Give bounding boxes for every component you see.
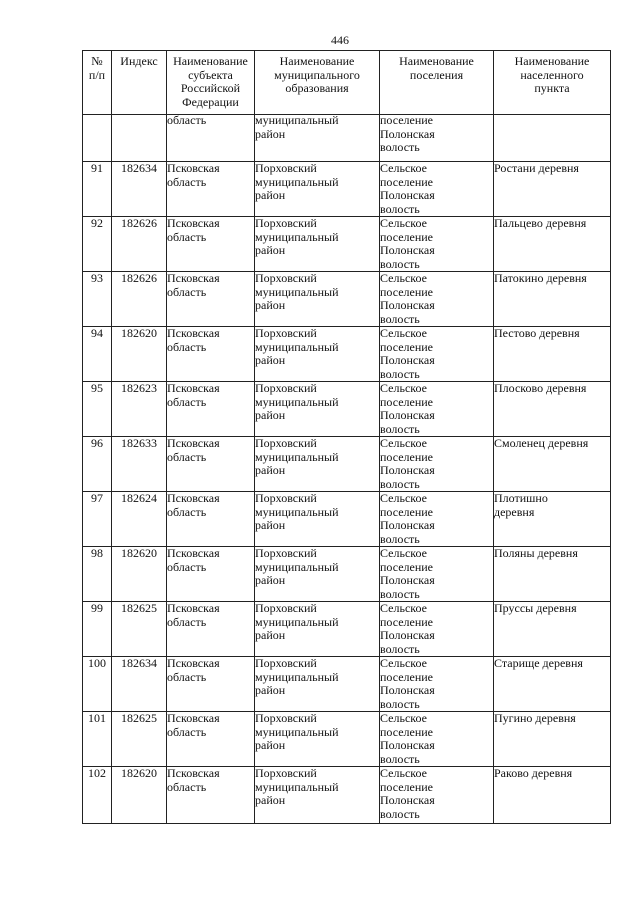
cell-settlement: поселение Полонская волость: [380, 115, 494, 162]
header-locality: Наименование населенного пункта: [494, 51, 611, 115]
cell-number: 94: [83, 327, 112, 382]
cell-index: 182620: [112, 767, 167, 824]
cell-number: 97: [83, 492, 112, 547]
cell-subject: Псковская область: [167, 272, 255, 327]
cell-index: 182620: [112, 547, 167, 602]
cell-index: 182625: [112, 602, 167, 657]
cell-subject: Псковская область: [167, 382, 255, 437]
cell-municipality: муниципальный район: [255, 115, 380, 162]
cell-subject: Псковская область: [167, 767, 255, 824]
page-number: 446: [331, 33, 349, 47]
cell-subject: Псковская область: [167, 712, 255, 767]
cell-settlement: Сельское поселение Полонская волость: [380, 217, 494, 272]
cell-number: 95: [83, 382, 112, 437]
cell-municipality: Порховский муниципальный район: [255, 217, 380, 272]
table-header: [83, 51, 611, 115]
table-row: [83, 712, 611, 767]
settlements-table: [82, 50, 611, 824]
cell-index: 182620: [112, 327, 167, 382]
cell-number: 101: [83, 712, 112, 767]
cell-subject: Псковская область: [167, 217, 255, 272]
continuation-row: [83, 115, 611, 162]
cell-locality: Пестово деревня: [494, 327, 611, 382]
cell-number: 100: [83, 657, 112, 712]
cell-settlement: Сельское поселение Полонская волость: [380, 162, 494, 217]
header-number: № п/п: [83, 51, 112, 115]
cell-municipality: Порховский муниципальный район: [255, 547, 380, 602]
cell-locality: Раково деревня: [494, 767, 611, 824]
cell-locality: Поляны деревня: [494, 547, 611, 602]
cell-index: 182634: [112, 657, 167, 712]
cell-municipality: Порховский муниципальный район: [255, 657, 380, 712]
cell-index: 182626: [112, 272, 167, 327]
cell-settlement: Сельское поселение Полонская волость: [380, 272, 494, 327]
cell-settlement: Сельское поселение Полонская волость: [380, 602, 494, 657]
table-row: [83, 767, 611, 824]
cell-settlement: Сельское поселение Полонская волость: [380, 712, 494, 767]
cell-number: 96: [83, 437, 112, 492]
cell-municipality: Порховский муниципальный район: [255, 382, 380, 437]
cell-settlement: Сельское поселение Полонская волость: [380, 767, 494, 824]
cell-number: 93: [83, 272, 112, 327]
cell-number: [83, 115, 112, 162]
cell-number: 102: [83, 767, 112, 824]
header-municipality: Наименование муниципального образования: [255, 51, 380, 115]
table-row: [83, 272, 611, 327]
cell-subject: Псковская область: [167, 162, 255, 217]
cell-municipality: Порховский муниципальный район: [255, 327, 380, 382]
cell-number: 99: [83, 602, 112, 657]
cell-locality: Ростани деревня: [494, 162, 611, 217]
cell-settlement: Сельское поселение Полонская волость: [380, 492, 494, 547]
table-row: [83, 217, 611, 272]
cell-locality: Пальцево деревня: [494, 217, 611, 272]
header-index: Индекс: [112, 51, 167, 115]
cell-locality: Плотишно деревня: [494, 492, 611, 547]
table-row: [83, 547, 611, 602]
table-row: [83, 602, 611, 657]
cell-subject: Псковская область: [167, 327, 255, 382]
cell-settlement: Сельское поселение Полонская волость: [380, 547, 494, 602]
header-settlement: Наименование поселения: [380, 51, 494, 115]
cell-subject: область: [167, 115, 255, 162]
cell-index: 182634: [112, 162, 167, 217]
header-subject: Наименование субъекта Российской Федерации: [167, 51, 255, 115]
cell-locality: Пруссы деревня: [494, 602, 611, 657]
cell-index: 182625: [112, 712, 167, 767]
cell-municipality: Порховский муниципальный район: [255, 272, 380, 327]
cell-settlement: Сельское поселение Полонская волость: [380, 657, 494, 712]
cell-subject: Псковская область: [167, 602, 255, 657]
cell-number: 98: [83, 547, 112, 602]
cell-settlement: Сельское поселение Полонская волость: [380, 327, 494, 382]
cell-index: 182624: [112, 492, 167, 547]
cell-locality: Смоленец деревня: [494, 437, 611, 492]
cell-locality: Плосково деревня: [494, 382, 611, 437]
cell-locality: Патокино деревня: [494, 272, 611, 327]
cell-subject: Псковская область: [167, 657, 255, 712]
table-row: [83, 437, 611, 492]
cell-locality: Пугино деревня: [494, 712, 611, 767]
cell-number: 91: [83, 162, 112, 217]
header-row: [83, 51, 611, 115]
cell-settlement: Сельское поселение Полонская волость: [380, 437, 494, 492]
cell-subject: Псковская область: [167, 492, 255, 547]
table-row: [83, 382, 611, 437]
cell-index: 182633: [112, 437, 167, 492]
table-row: [83, 162, 611, 217]
cell-municipality: Порховский муниципальный район: [255, 767, 380, 824]
cell-index: 182623: [112, 382, 167, 437]
cell-subject: Псковская область: [167, 547, 255, 602]
table-body: [83, 115, 611, 824]
cell-municipality: Порховский муниципальный район: [255, 437, 380, 492]
cell-locality: [494, 115, 611, 162]
cell-locality: Старище деревня: [494, 657, 611, 712]
cell-index: 182626: [112, 217, 167, 272]
cell-municipality: Порховский муниципальный район: [255, 712, 380, 767]
cell-municipality: Порховский муниципальный район: [255, 162, 380, 217]
cell-municipality: Порховский муниципальный район: [255, 602, 380, 657]
cell-number: 92: [83, 217, 112, 272]
table-row: [83, 327, 611, 382]
cell-municipality: Порховский муниципальный район: [255, 492, 380, 547]
cell-settlement: Сельское поселение Полонская волость: [380, 382, 494, 437]
cell-subject: Псковская область: [167, 437, 255, 492]
cell-index: [112, 115, 167, 162]
table-row: [83, 492, 611, 547]
table-row: [83, 657, 611, 712]
